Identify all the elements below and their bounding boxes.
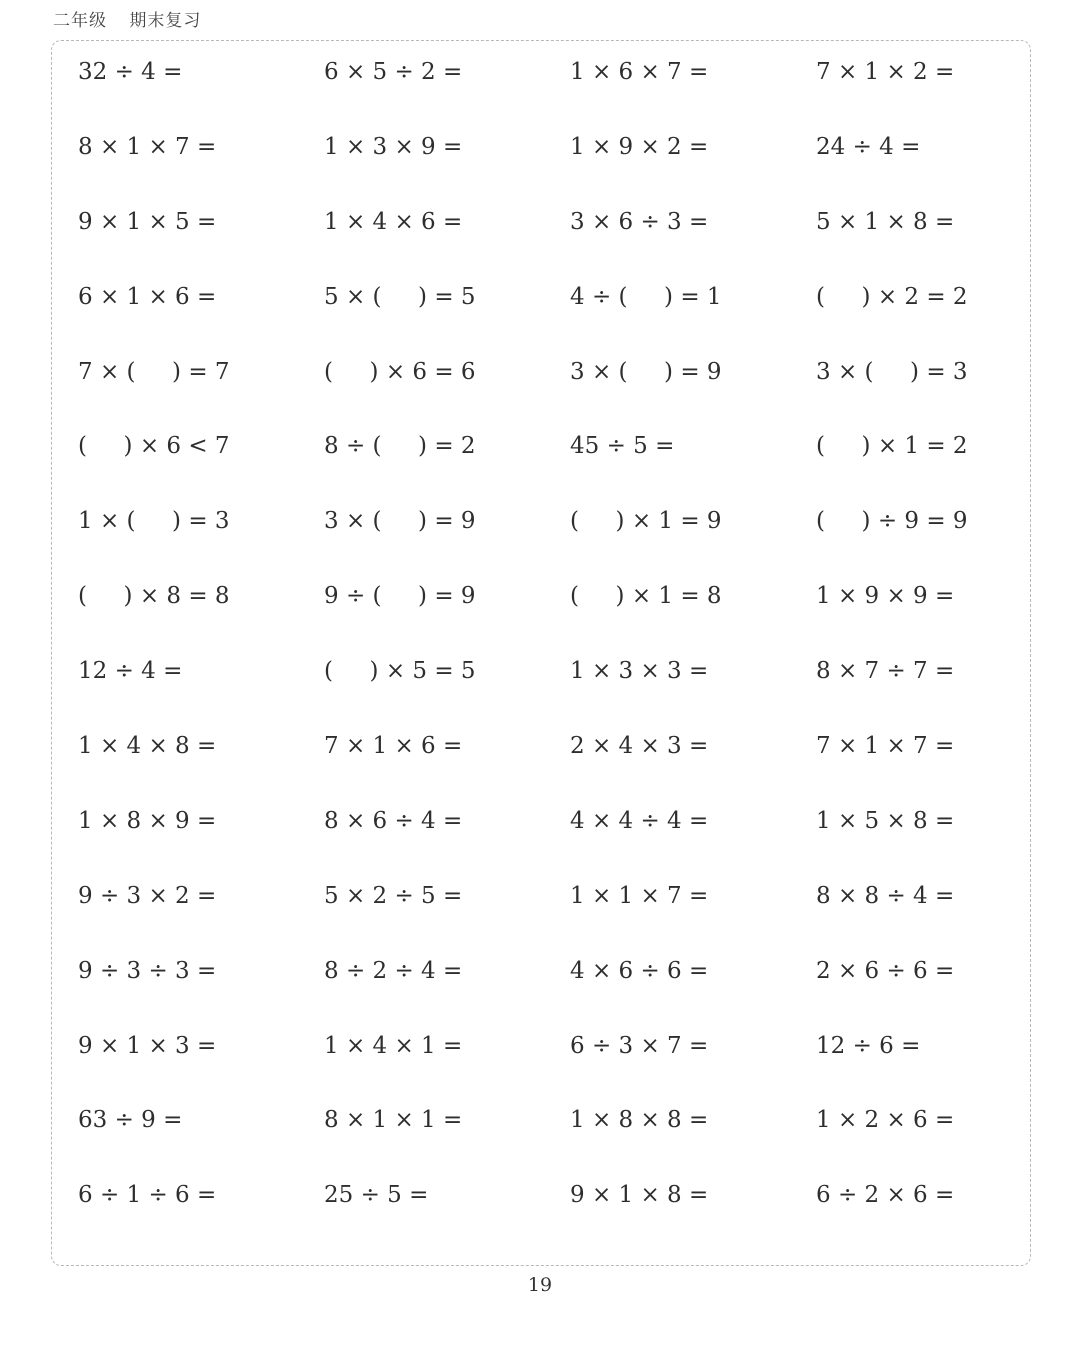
math-problem: 1 × 9 × 2 = xyxy=(570,133,709,160)
math-problem: 9 × 1 × 3 = xyxy=(78,1032,217,1059)
math-problem: 6 ÷ 1 ÷ 6 = xyxy=(78,1182,217,1209)
math-problem: 9 × 1 × 8 = xyxy=(570,1182,709,1209)
math-problem: ( ) × 6 < 7 xyxy=(78,433,230,460)
math-problem: 1 × 4 × 8 = xyxy=(78,733,217,760)
math-problem: ( ) × 1 = 8 xyxy=(570,583,722,610)
math-problem: 1 × 5 × 8 = xyxy=(816,807,955,834)
math-problem: 7 × ( ) = 7 xyxy=(78,358,230,385)
math-problem: 8 ÷ ( ) = 2 xyxy=(324,433,476,460)
math-problem: 8 ÷ 2 ÷ 4 = xyxy=(324,957,463,984)
math-problem: 6 × 1 × 6 = xyxy=(78,283,217,310)
math-problem: 1 × ( ) = 3 xyxy=(78,508,230,535)
math-problem: 1 × 6 × 7 = xyxy=(570,59,709,85)
math-problem: 25 ÷ 5 = xyxy=(324,1182,429,1209)
math-problem: 5 × 2 ÷ 5 = xyxy=(324,882,463,909)
math-problem: 12 ÷ 6 = xyxy=(816,1032,921,1059)
math-problem: 1 × 4 × 6 = xyxy=(324,208,463,235)
math-problem: 63 ÷ 9 = xyxy=(78,1107,183,1134)
math-problem: 1 × 8 × 9 = xyxy=(78,807,217,834)
math-problem: 1 × 2 × 6 = xyxy=(816,1107,955,1134)
math-problem: 1 × 9 × 9 = xyxy=(816,583,955,610)
math-problem: 1 × 3 × 9 = xyxy=(324,133,463,160)
math-problem: 4 × 4 ÷ 4 = xyxy=(570,807,709,834)
math-problem: 6 × 5 ÷ 2 = xyxy=(324,59,463,85)
math-problem: 9 ÷ ( ) = 9 xyxy=(324,583,476,610)
problem-grid xyxy=(78,56,1058,1254)
page-number: 19 xyxy=(527,1274,553,1296)
math-problem: 8 × 1 × 1 = xyxy=(324,1107,463,1134)
math-problem: ( ) × 1 = 9 xyxy=(570,508,722,535)
math-problem: 4 × 6 ÷ 6 = xyxy=(570,957,709,984)
math-problem: 12 ÷ 4 = xyxy=(78,658,183,685)
math-problem: 1 × 8 × 8 = xyxy=(570,1107,709,1134)
math-problem: 2 × 4 × 3 = xyxy=(570,733,709,760)
math-problem: ( ) ÷ 9 = 9 xyxy=(816,508,968,535)
math-problem: ( ) × 6 = 6 xyxy=(324,358,476,385)
math-problem: 9 × 1 × 5 = xyxy=(78,208,217,235)
math-problem: 1 × 3 × 3 = xyxy=(570,658,709,685)
math-problem: 5 × 1 × 8 = xyxy=(816,208,955,235)
review-title: 期末复习 xyxy=(129,11,202,31)
math-problem: ( ) × 8 = 8 xyxy=(78,583,230,610)
math-problem: 7 × 1 × 7 = xyxy=(816,733,955,760)
math-problem: 3 × ( ) = 9 xyxy=(570,358,722,385)
math-problem: 4 ÷ ( ) = 1 xyxy=(570,283,722,310)
math-problem: 2 × 6 ÷ 6 = xyxy=(816,957,955,984)
math-problem: 6 ÷ 3 × 7 = xyxy=(570,1032,709,1059)
math-problem: 7 × 1 × 6 = xyxy=(324,733,463,760)
math-problem: 8 × 6 ÷ 4 = xyxy=(324,807,463,834)
math-problem: 45 ÷ 5 = xyxy=(570,433,675,460)
math-problem: 1 × 4 × 1 = xyxy=(324,1032,463,1059)
grade-label: 二年级 xyxy=(53,11,107,31)
page-header xyxy=(53,6,201,31)
math-problem: 5 × ( ) = 5 xyxy=(324,283,476,310)
math-problem: 3 × 6 ÷ 3 = xyxy=(570,208,709,235)
math-problem: 6 ÷ 2 × 6 = xyxy=(816,1182,955,1209)
math-problem: ( ) × 1 = 2 xyxy=(816,433,968,460)
math-problem: 9 ÷ 3 ÷ 3 = xyxy=(78,957,217,984)
math-problem: 32 ÷ 4 = xyxy=(78,59,183,85)
math-problem: 1 × 1 × 7 = xyxy=(570,882,709,909)
math-problem: ( ) × 5 = 5 xyxy=(324,658,476,685)
math-problem: 3 × ( ) = 3 xyxy=(816,358,968,385)
math-problem: 3 × ( ) = 9 xyxy=(324,508,476,535)
math-problem: 8 × 1 × 7 = xyxy=(78,133,217,160)
math-problem: 8 × 8 ÷ 4 = xyxy=(816,882,955,909)
math-problem: 9 ÷ 3 × 2 = xyxy=(78,882,217,909)
math-problem: ( ) × 2 = 2 xyxy=(816,283,968,310)
math-problem: 24 ÷ 4 = xyxy=(816,133,921,160)
math-problem: 7 × 1 × 2 = xyxy=(816,59,955,85)
math-problem: 8 × 7 ÷ 7 = xyxy=(816,658,955,685)
